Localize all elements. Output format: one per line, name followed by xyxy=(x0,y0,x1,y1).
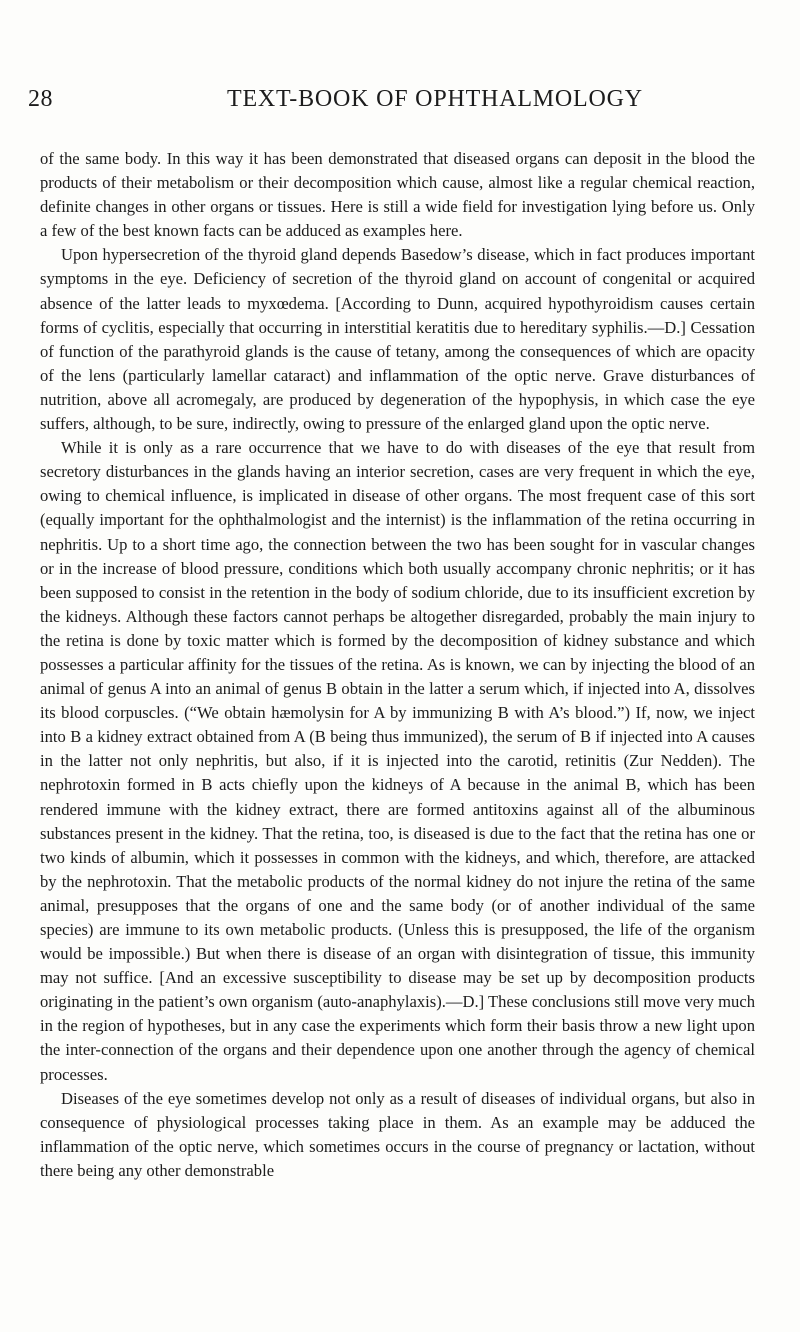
paragraph-3: While it is only as a rare occurrence that we have to do with diseases of the eye that result from secretory disturbances in the glands having an interior secretion, cases are very frequent in which the eye, owing to chemical influence, is implicated in disease of other organs. The most frequent case of this sort (equally important for the ophthalmologist and the internist) is the inflammation of the retina occurring in nephritis. Up to a short time ago, the connection between the two has been sought for in vascular changes or in the increase of blood pressure, conditions which both usually accompany chronic nephritis; or it has been supposed to consist in the retention in the body of sodium chloride, due to its insufficient excretion by the kidneys. Although these factors cannot perhaps be altogether disregarded, probably the main injury to the retina is done by toxic matter which is formed by the decomposition of kidney substance and which possesses a particular affinity for the tissues of the retina. As is known, we can by injecting the blood of an animal of genus A into an animal of genus B obtain in the latter a serum which, if injected into A, dissolves its blood corpuscles. (“We obtain hæmolysin for A by immunizing B with A’s blood.”) If, now, we inject into B a kidney extract obtained from A (B being thus immunized), the serum of B if injected into A causes in the latter not only nephritis, but also, if it is injected into the carotid, retinitis (Zur Nedden). The nephrotoxin formed in B acts chiefly upon the kidneys of A because in the animal B, which has been rendered immune with the kidney extract, there are formed antitoxins against all of the albuminous substances present in the kidney. That the retina, too, is diseased is due to the fact that the retina has one or two kinds of albumin, which it possesses in common with the kidneys, and which, therefore, are attacked by the nephrotoxin. That the metabolic products of the normal kidney do not injure the retina of the same animal, presupposes that the organs of one and the same body (or of another individual of the same species) are immune to its own metabolic products. (Unless this is presupposed, the life of the organism would be impossible.) But when there is disease of an organ with disintegration of tissue, this immunity may not suffice. [And an excessive susceptibility to disease may be set up by decomposition products originating in the patient’s own organism (auto-anaphylaxis).—D.] These conclusions still move very much in the region of hypotheses, but in any case the experiments which form their basis throw a new light upon the inter-connection of the organs and their dependence upon one another through the agency of chemical processes. xyxy=(40,438,755,1084)
running-head: TEXT-BOOK OF OPHTHALMOLOGY xyxy=(227,86,643,112)
body-text xyxy=(40,147,755,1183)
paragraph-4: Diseases of the eye sometimes develop not only as a result of diseases of individual organs, but also in consequence of physiological processes taking place in them. As an example may be adduced the inflammation of the optic nerve, which sometimes occurs in the course of pregnancy or lactation, without there being any other demonstrable xyxy=(40,1088,755,1180)
paragraph-2: Upon hypersecretion of the thyroid gland depends Basedow’s disease, which in fact produces important symptoms in the eye. Deficiency of secretion of the thyroid gland on account of congenital or acquired absence of the latter leads to myxœdema. [According to Dunn, acquired hypothyroidism causes certain forms of cyclitis, especially that occurring in interstitial keratitis due to hereditary syphilis.—D.] Cessation of function of the parathyroid glands is the cause of tetany, among the consequences of which are opacity of the lens (particularly lamellar cataract) and inflammation of the optic nerve. Grave disturbances of nutrition, above all acromegaly, are produced by degeneration of the hypophysis, in which case the eye suffers, although, to be sure, indirectly, owing to pressure of the enlarged gland upon the optic nerve. xyxy=(40,245,755,434)
paragraph-1: of the same body. In this way it has been demonstrated that diseased organs can deposit in the blood the products of their metabolism or their decomposition which cause, almost like a regular chemical reaction, definite changes in other organs or tissues. Here is still a wide field for investigation lying before us. Only a few of the best known facts can be adduced as examples here. xyxy=(40,149,755,241)
page-header xyxy=(0,86,800,126)
page-number: 28 xyxy=(28,86,53,112)
